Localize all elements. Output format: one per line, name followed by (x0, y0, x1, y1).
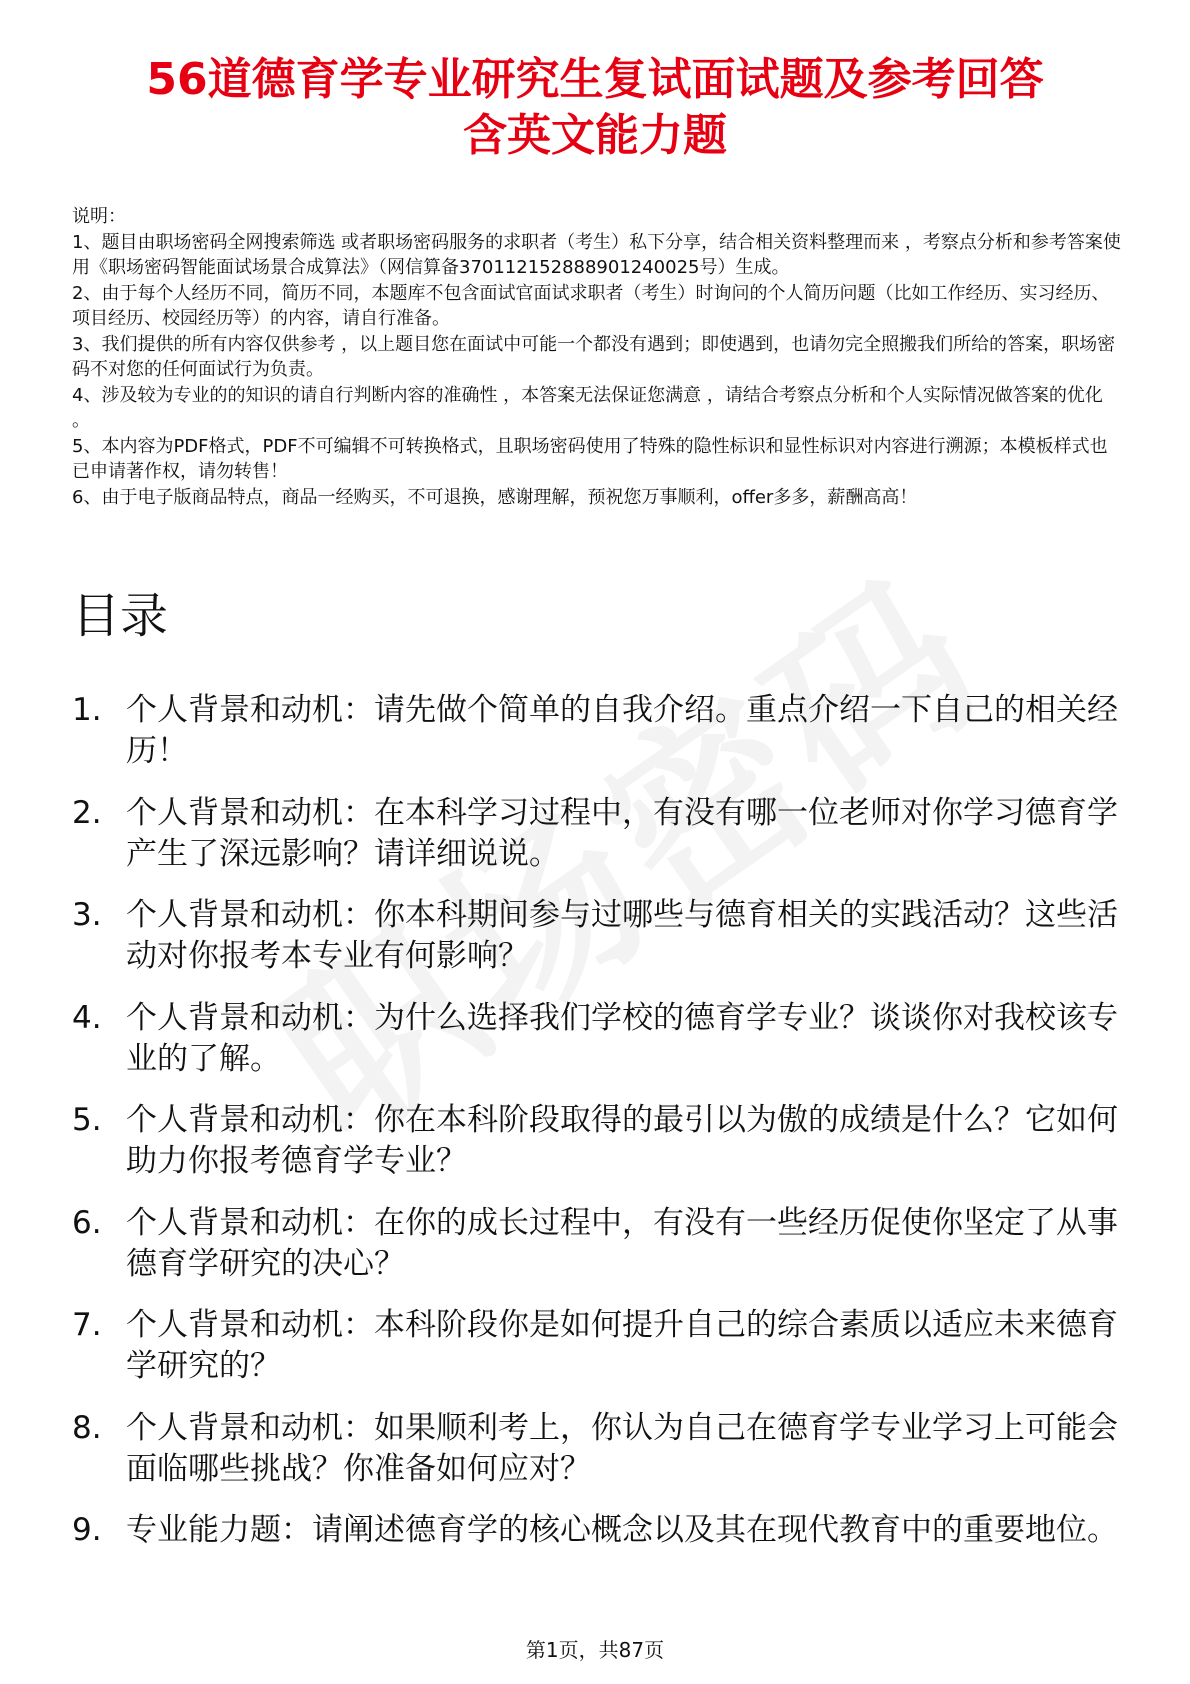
toc-item-text: 个人背景和动机：为什么选择我们学校的德育学专业？谈谈你对我校该专业的了解。 (126, 999, 1118, 1077)
toc-item-number: 5. (72, 1102, 102, 1138)
toc-item-text: 个人背景和动机：你在本科阶段取得的最引以为傲的成绩是什么？它如何助力你报考德育学专业？ (126, 1102, 1118, 1179)
toc-item (72, 1203, 1122, 1285)
toc-item-number: 4. (72, 999, 102, 1036)
toc-item-text: 个人背景和动机：你本科期间参与过哪些与德育相关的实践活动？这些活动对你报考本专业有何影响？ (126, 897, 1118, 974)
note-item-3: 3、我们提供的所有内容仅供参考 ，以上题目您在面试中可能一个都没有遇到；即使遇到，也请勿完全照搬我们所给的答案，职场密码不对您的任何面试行为负责。 (72, 333, 1116, 380)
toc-item-text: 个人背景和动机：在你的成长过程中，有没有一些经历促使你坚定了从事德育学研究的决心？ (126, 1204, 1118, 1282)
toc-item (72, 1100, 1122, 1182)
toc-item (72, 895, 1122, 977)
page-title (60, 52, 1130, 164)
toc-item (72, 1305, 1122, 1387)
toc-item-text: 个人背景和动机：请先做个简单的自我介绍。重点介绍一下自己的相关经历！ (126, 692, 1118, 769)
note-item-2: 2、由于每个人经历不同，简历不同，本题库不包含面试官面试求职者（考生）时询问的个人简历问题（比如工作经历、实习经历、项目经历、校园经历等）的内容，请自行准备。 (72, 282, 1110, 329)
toc-item-text: 个人背景和动机：如果顺利考上，你认为自己在德育学专业学习上可能会面临哪些挑战？你准备如何应对？ (126, 1409, 1118, 1487)
toc-item-number: 8. (72, 1409, 102, 1446)
toc-item (72, 1510, 1122, 1551)
toc-item-number: 2. (72, 794, 102, 831)
notes-heading: 说明： (72, 206, 126, 227)
note-item-6: 6、由于电子版商品特点，商品一经购买，不可退换，感谢理解，预祝您万事顺利，offer多多，薪酬高高！ (72, 486, 918, 508)
toc-item (72, 690, 1122, 772)
toc-item (72, 1408, 1122, 1490)
toc-item-text: 个人背景和动机：本科阶段你是如何提升自己的综合素质以适应未来德育学研究的？ (126, 1307, 1118, 1384)
toc-item-number: 1. (72, 692, 102, 728)
toc-item (72, 998, 1122, 1080)
toc-item-number: 3. (72, 897, 102, 933)
toc-item-number: 6. (72, 1204, 102, 1241)
toc-list (72, 690, 1122, 1572)
page-footer: 第1页，共87页 (525, 1638, 665, 1662)
title-line-1: 56道德育学专业研究生复试面试题及参考回答 (146, 54, 1044, 105)
title-line-2: 含英文能力题 (463, 110, 727, 161)
toc-item-text: 个人背景和动机：在本科学习过程中，有没有哪一位老师对你学习德育学产生了深远影响？请详细说说。 (126, 794, 1118, 872)
notes-section (72, 204, 1122, 510)
toc-item (72, 793, 1122, 875)
note-item-4: 4、涉及较为专业的的知识的请自行判断内容的准确性 ，本答案无法保证您满意 ，请结合考察点分析和个人实际情况做答案的优化 。 (72, 384, 1103, 431)
toc-heading: 目录 (72, 588, 169, 644)
toc-item-text: 专业能力题：请阐述德育学的核心概念以及其在现代教育中的重要地位。 (126, 1512, 1118, 1548)
note-item-1: 1、题目由职场密码全网搜索筛选 或者职场密码服务的求职者（考生）私下分享，结合相关资料整理而来 ，考察点分析和参考答案使用《职场密码智能面试场景合成算法》（网信算备370112152888901240025号）生成。 (72, 231, 1121, 278)
toc-item-number: 7. (72, 1307, 102, 1343)
toc-item-number: 9. (72, 1512, 102, 1548)
note-item-5: 5、本内容为PDF格式，PDF不可编辑不可转换格式，且职场密码使用了特殊的隐性标识和显性标识对内容进行溯源；本模板样式也已申请著作权，请勿转售！ (72, 435, 1108, 482)
